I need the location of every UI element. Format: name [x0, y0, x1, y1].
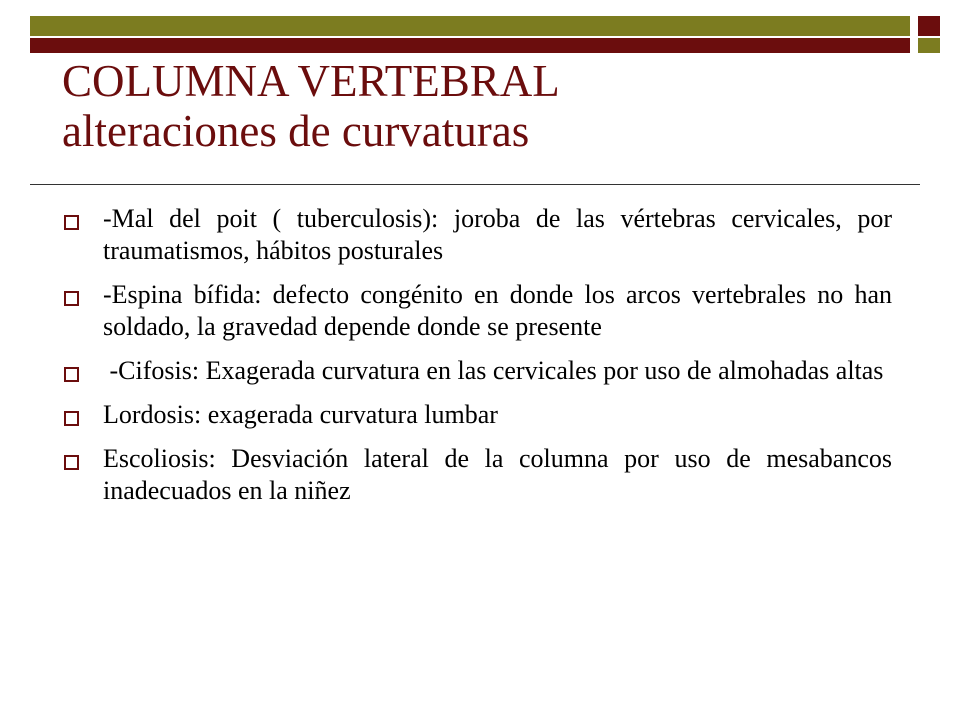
bullet-item-mal-del-poit [62, 203, 892, 267]
hollow-square-bullet-icon [64, 455, 79, 470]
hollow-square-bullet-icon [64, 215, 79, 230]
header-corner-maroon [918, 16, 940, 36]
bullet-text: -Cifosis: Exagerada curvatura en las cervicales por uso de almohadas altas [103, 356, 884, 385]
hollow-square-bullet-icon [64, 291, 79, 306]
bullet-text: -Espina bífida: defecto congénito en donde los arcos vertebrales no han soldado, la gravedad depende donde se presente [103, 280, 892, 341]
hollow-square-bullet-icon [64, 411, 79, 426]
bullet-text: Lordosis: exagerada curvatura lumbar [103, 400, 498, 429]
header-corner-olive [918, 38, 940, 53]
slide-title-line-1: COLUMNA VERTEBRAL [62, 56, 560, 106]
bullet-item-lordosis [62, 399, 892, 431]
slide-title [62, 56, 922, 156]
bullet-text: -Mal del poit ( tuberculosis): joroba de las vértebras cervicales, por traumatismos, hábitos posturales [103, 204, 892, 265]
hollow-square-bullet-icon [64, 367, 79, 382]
header-band-maroon [30, 38, 910, 53]
bullet-item-espina-bifida [62, 279, 892, 343]
bullet-item-escoliosis [62, 443, 892, 507]
title-divider [30, 184, 920, 185]
bullet-list [62, 203, 892, 519]
header-band-olive [30, 16, 910, 36]
bullet-item-cifosis [62, 355, 892, 387]
slide-title-line-2: alteraciones de curvaturas [62, 106, 530, 156]
bullet-text: Escoliosis: Desviación lateral de la columna por uso de mesabancos inadecuados en la niñez [103, 444, 892, 505]
